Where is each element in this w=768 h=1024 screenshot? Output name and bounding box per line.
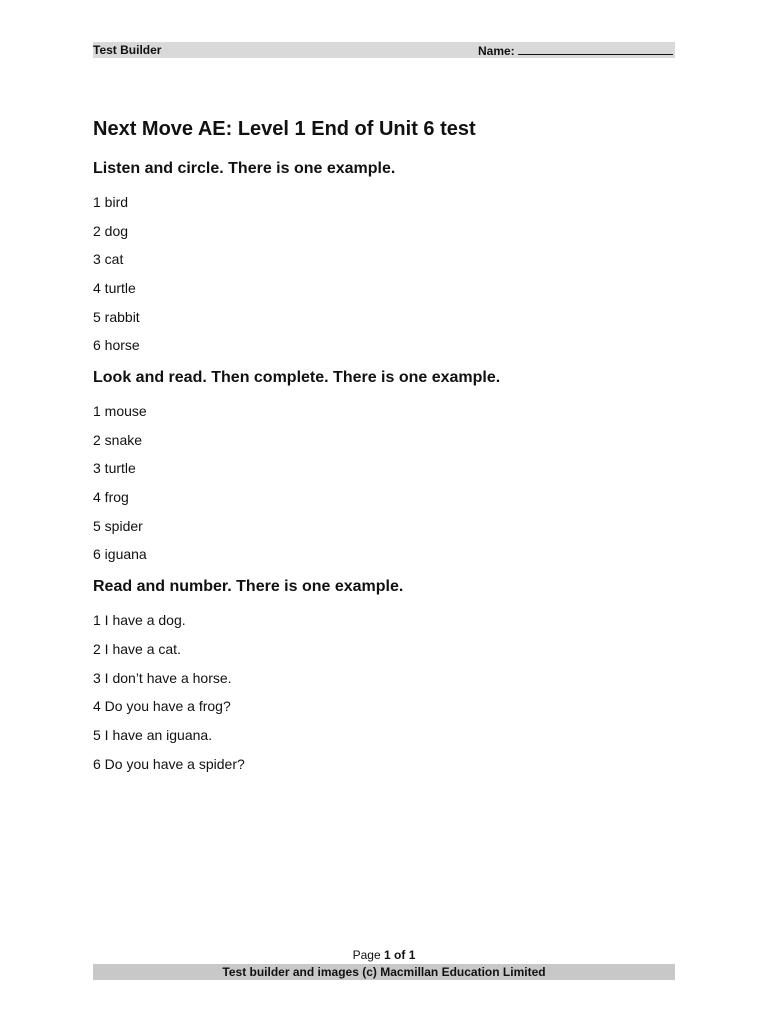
- list-item: 2 snake: [93, 432, 143, 448]
- page-header: [93, 42, 675, 58]
- list-item: 6 horse: [93, 337, 140, 353]
- list-item: 4 turtle: [93, 280, 136, 296]
- header-app-name: Test Builder: [93, 43, 162, 57]
- footer-copyright: Test builder and images (c) Macmillan Education Limited: [93, 964, 675, 980]
- page-of: of: [394, 948, 406, 962]
- list-item: 1 bird: [93, 194, 129, 210]
- name-blank-line: [518, 42, 673, 55]
- page-word: Page: [352, 948, 381, 962]
- list-item: 5 spider: [93, 518, 143, 534]
- list-item: 5 I have an iguana.: [93, 727, 213, 743]
- list-item: 6 Do you have a spider?: [93, 756, 245, 772]
- page-current: 1: [383, 948, 391, 962]
- list-item: 3 turtle: [93, 460, 136, 476]
- section-heading-2: Look and read. Then complete. There is one example.: [93, 369, 501, 386]
- name-label: Name:: [478, 44, 515, 58]
- list-item: 6 iguana: [93, 546, 147, 562]
- list-item: 3 cat: [93, 251, 124, 267]
- page-total: 1: [408, 948, 416, 962]
- list-item: 4 frog: [93, 489, 129, 505]
- section-heading-1: Listen and circle. There is one example.: [93, 160, 396, 177]
- list-item: 4 Do you have a frog?: [93, 698, 231, 714]
- list-item: 5 rabbit: [93, 309, 140, 325]
- list-item: 1 I have a dog.: [93, 612, 186, 628]
- page-title: Next Move AE: Level 1 End of Unit 6 test: [93, 118, 476, 140]
- page-number: [0, 948, 768, 962]
- list-item: 3 I don’t have a horse.: [93, 670, 232, 686]
- list-item: 2 I have a cat.: [93, 641, 181, 657]
- list-item: 1 mouse: [93, 403, 147, 419]
- section-heading-3: Read and number. There is one example.: [93, 578, 404, 595]
- header-name-field: [478, 42, 673, 59]
- list-item: 2 dog: [93, 223, 129, 239]
